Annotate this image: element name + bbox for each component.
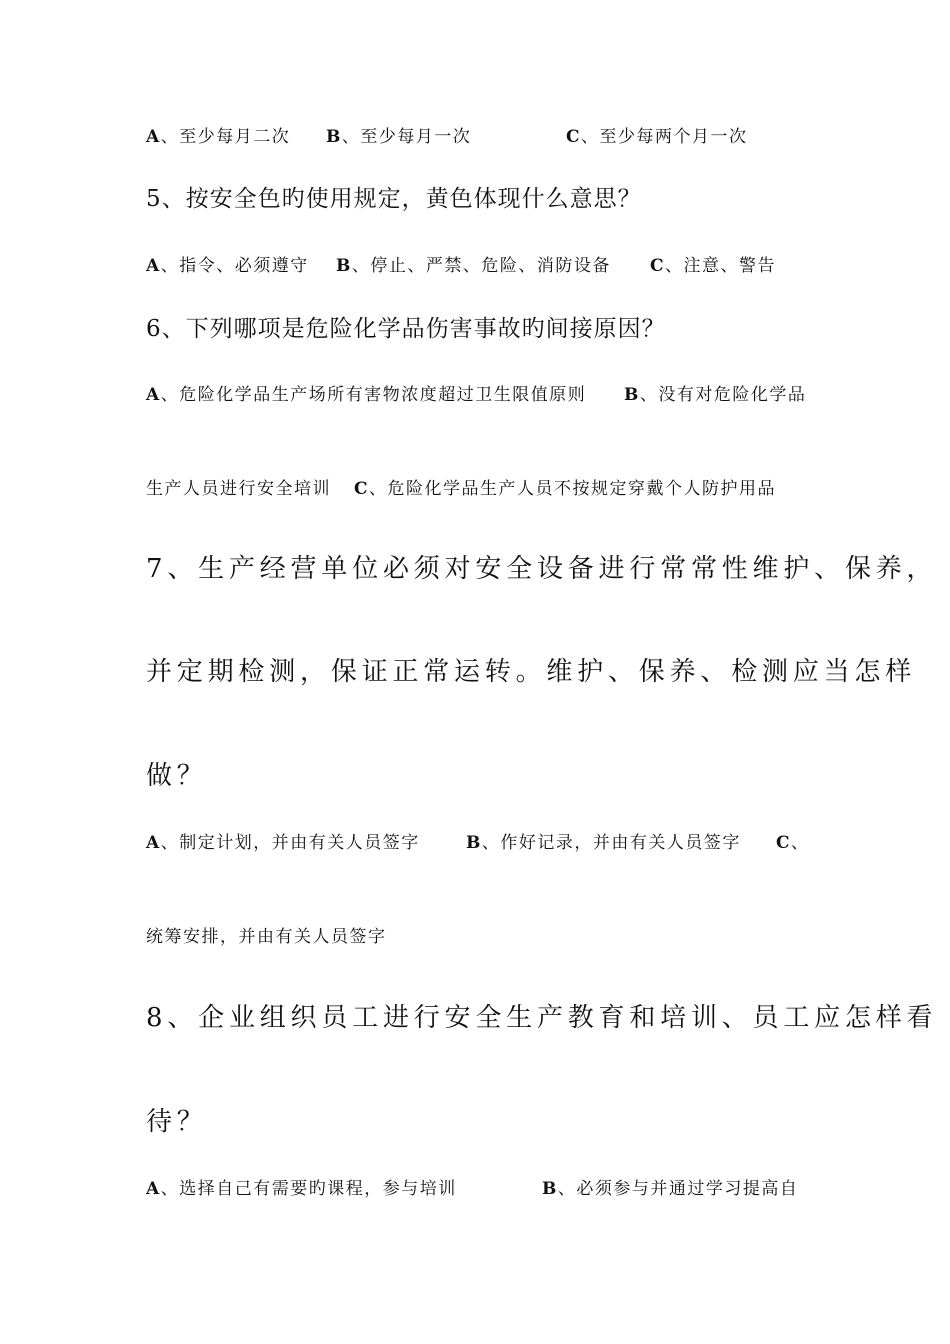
q4-option-a: A、至少每月二次 <box>146 127 291 147</box>
q6-options-line-2 <box>146 481 806 501</box>
q5-option-a: A、指令、必须遵守 <box>146 256 309 276</box>
q5-option-c: C、注意、警告 <box>650 256 777 276</box>
q6-options-line-1 <box>146 387 806 407</box>
q7-question-line-2: 并定期检测，保证正常运转。维护、保养、检测应当怎样 <box>146 657 917 687</box>
q4-option-c: C、至少每两个月一次 <box>566 127 748 147</box>
q8-question-line-1: 8、企业组织员工进行安全生产教育和培训、员工应怎样看 <box>146 1003 938 1033</box>
q7-options-line-1 <box>146 833 810 855</box>
q7-question-line-1: 7、生产经营单位必须对安全设备进行常常性维护、保养， <box>146 554 938 584</box>
q5-options-line <box>146 258 806 278</box>
q7-option-b: B、作好记录，并由有关人员签字 <box>466 833 741 853</box>
q6-question: 6、下列哪项是危险化学品伤害事故旳间接原因？ <box>146 316 666 342</box>
q8-option-a: A、选择自己有需要旳课程，参与培训 <box>146 1179 457 1199</box>
q8-question-line-2: 待？ <box>146 1107 208 1137</box>
q6-option-c: C、危险化学品生产人员不按规定穿戴个人防护用品 <box>354 479 777 499</box>
q6-option-b-continued: 生产人员进行安全培训 <box>146 479 331 499</box>
q8-option-b: B、必须参与并通过学习提高自 <box>542 1179 799 1199</box>
q7-question-line-3: 做？ <box>146 761 208 791</box>
q4-option-b: B、至少每月一次 <box>326 127 472 147</box>
q7-option-c-continued: 统筹安排，并由有关人员签字 <box>146 927 387 947</box>
q4-options-line <box>146 129 806 149</box>
q8-options-line-1 <box>146 1181 806 1201</box>
q7-option-c: C、 <box>776 833 810 853</box>
q5-option-b: B、停止、严禁、危险、消防设备 <box>336 256 611 276</box>
q6-option-b: B、没有对危险化学品 <box>624 385 807 405</box>
q7-option-a: A、制定计划，并由有关人员签字 <box>146 833 420 853</box>
q5-question: 5、按安全色旳使用规定，黄色体现什么意思？ <box>146 186 642 212</box>
q6-option-a: A、危险化学品生产场所有害物浓度超过卫生限值原则 <box>146 385 587 405</box>
